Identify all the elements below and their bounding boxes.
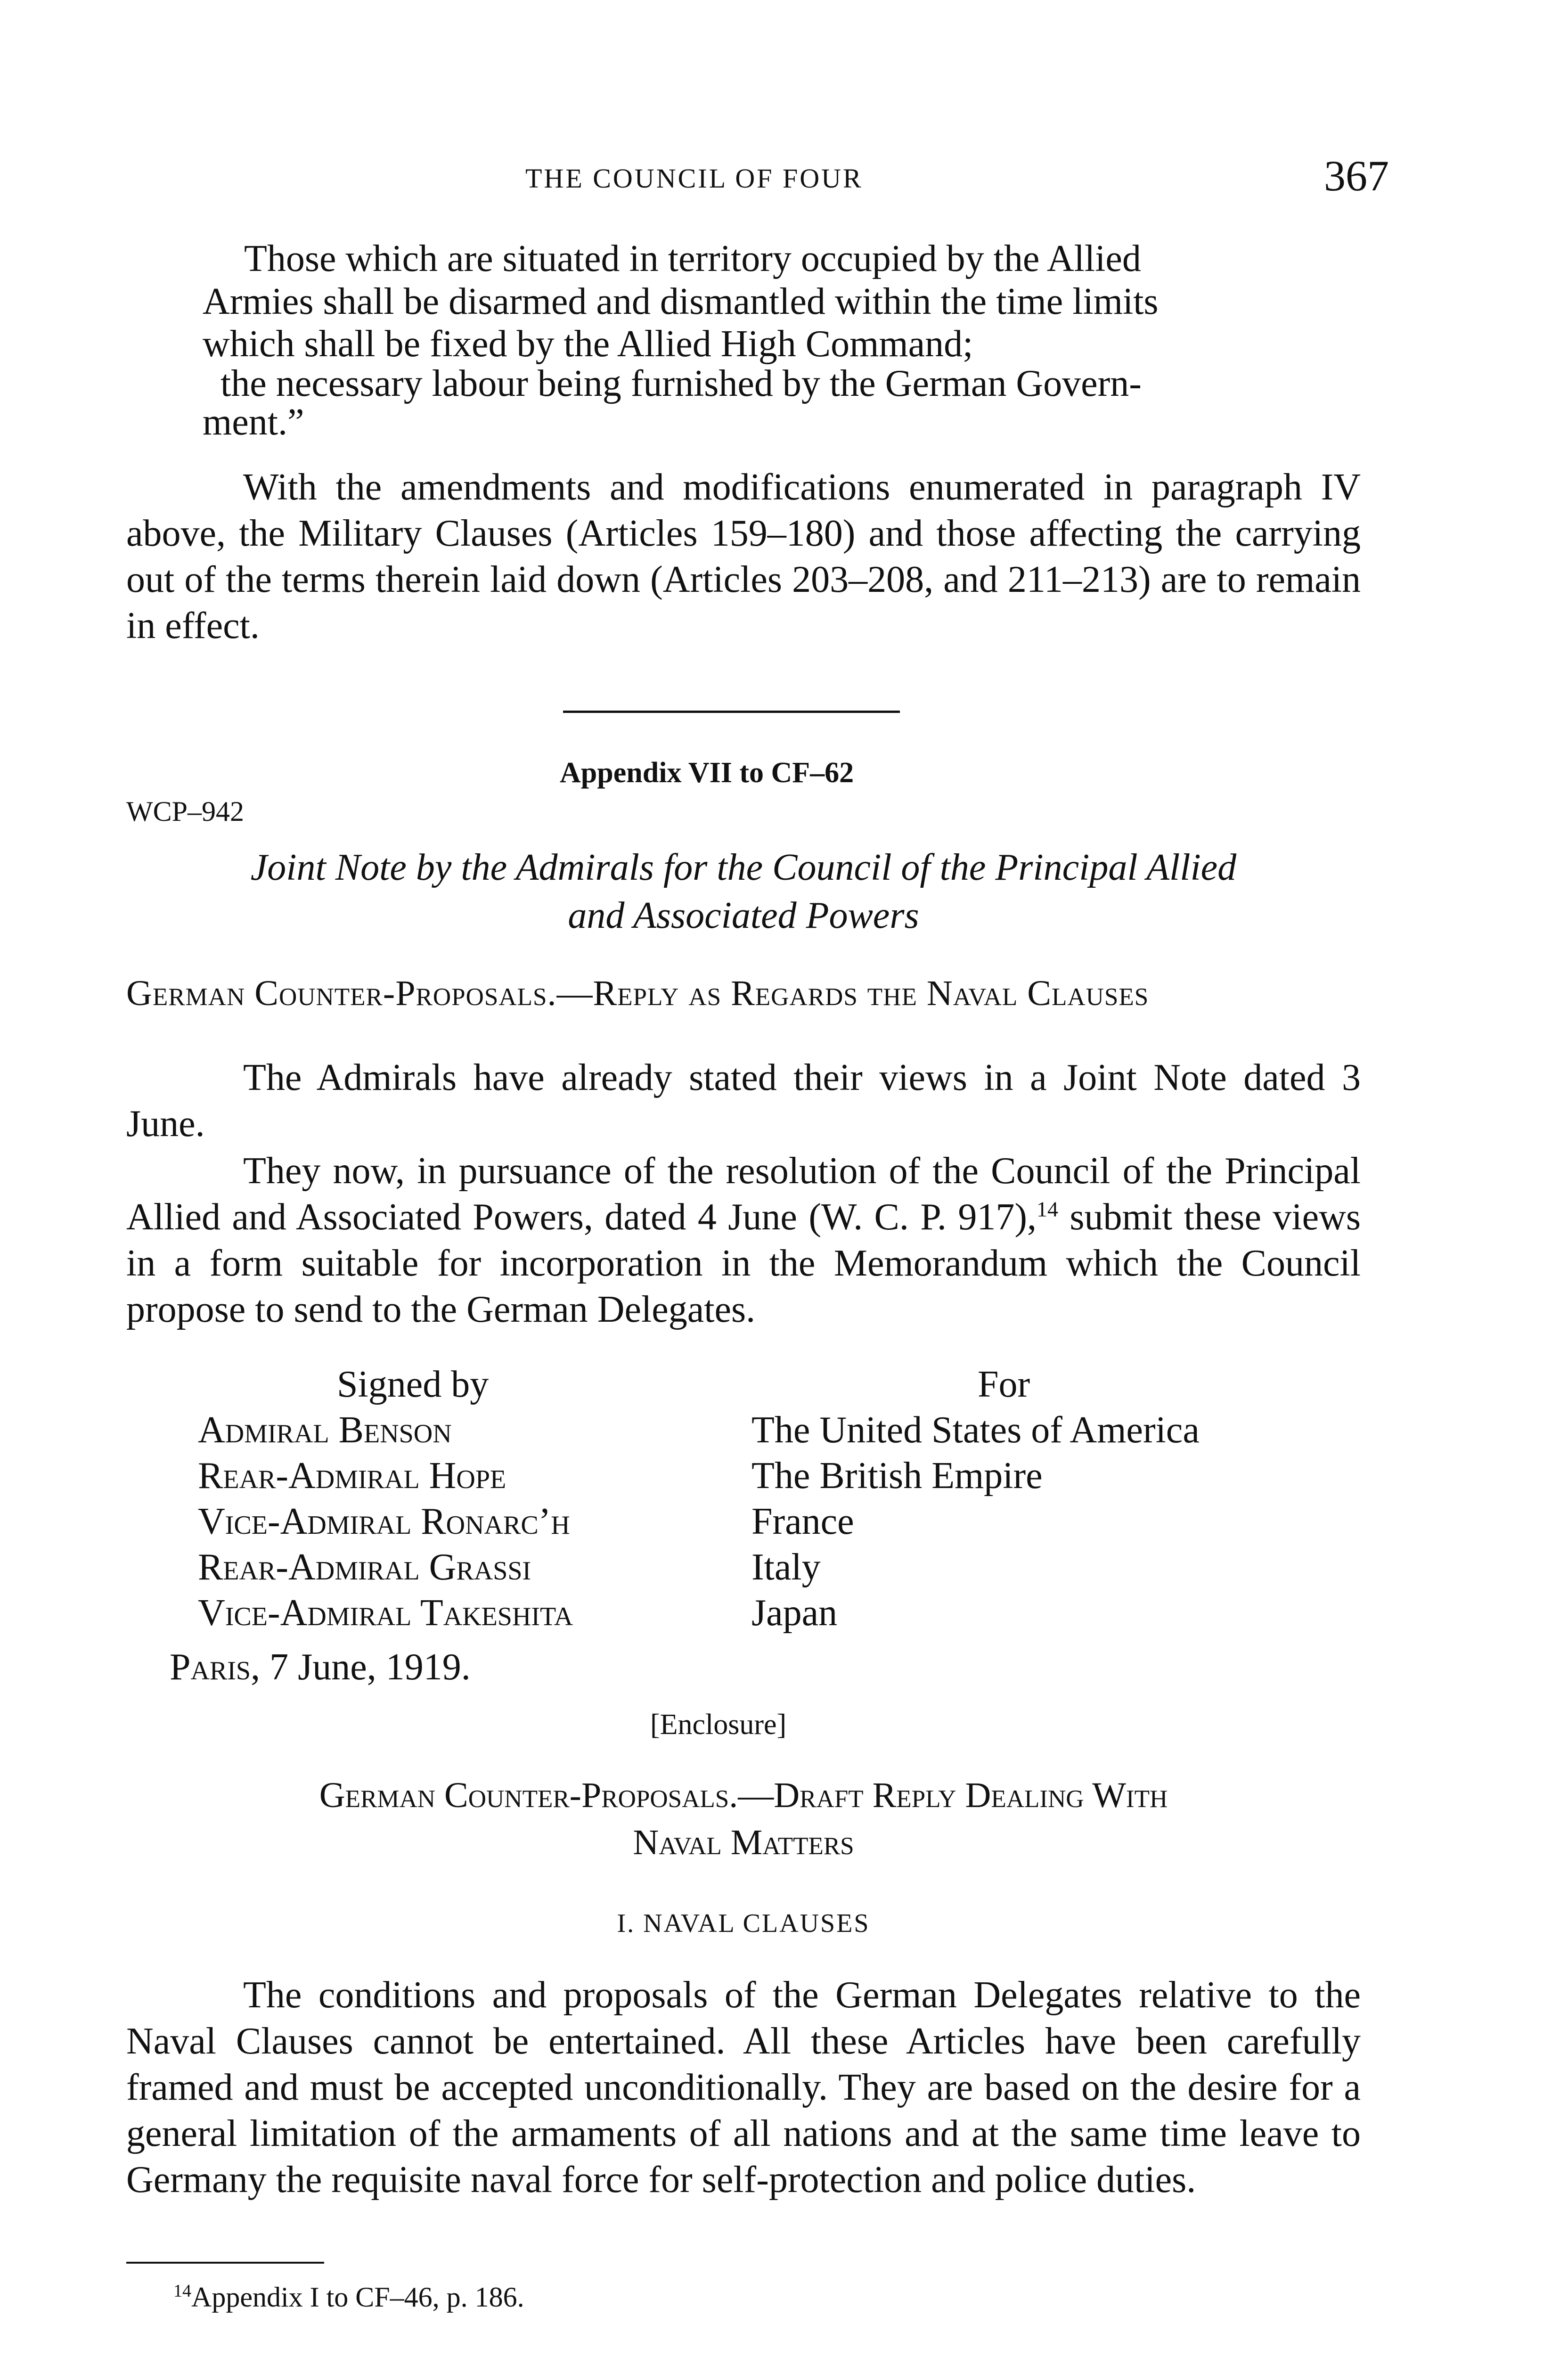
quote-line-2: Armies shall be disarmed and dismantled within the time limits (203, 281, 1159, 322)
signatory-country: Japan (751, 1592, 838, 1634)
signatory-name: Admiral Benson (198, 1409, 452, 1451)
date: 7 June, 1919. (260, 1646, 471, 1688)
signatory-name: Rear-Admiral Hope (198, 1455, 506, 1497)
signatory-country: France (751, 1501, 854, 1542)
quote-line-3: which shall be fixed by the Allied High Command; (203, 323, 973, 365)
submission-text: They now, in pursuance of the resolution of the Council of the Principal Allied and Associated Powers, dated 4 June (W. C. P. 917), (126, 1150, 1361, 1238)
submission-text-continued: submit these views in a form suitable for incorporation in the Memorandum which the Council propose to send to the German Delegates. (126, 1196, 1361, 1330)
appendix-title: Appendix VII to CF–62 (560, 757, 854, 789)
place-and-date (170, 1644, 471, 1690)
signatory-country: The United States of America (751, 1409, 1200, 1451)
quote-line-1: Those which are situated in territory occupied by the Allied (244, 238, 1141, 279)
footnote-mark: 14 (173, 2281, 191, 2301)
running-title: THE COUNCIL OF FOUR (525, 163, 863, 194)
section-divider (563, 711, 900, 713)
signatory-country: The British Empire (751, 1455, 1043, 1497)
note-title-line-2: and Associated Powers (568, 895, 919, 936)
section-heading: I. NAVAL CLAUSES (617, 1909, 870, 1938)
for-label: For (978, 1364, 1030, 1405)
footnote (173, 2281, 524, 2314)
quote-line-4: the necessary labour being furnished by the German Govern- (220, 363, 1142, 404)
document-reference: WCP–942 (126, 796, 245, 827)
enclosure-heading (126, 1772, 1361, 1866)
paragraph-naval-clauses: The conditions and proposals of the German Delegates relative to the Naval Clauses cannot be entertained. All these Articles have been carefully framed and must be accepted unconditionally. They are based on the desire for a general limitation of the armaments of all nations and at the same time leave to Germany the requisite naval force for self-protection and police duties. (126, 1974, 1361, 2201)
signed-by-label: Signed by (337, 1364, 489, 1405)
footnote-reference: 14 (1036, 1197, 1058, 1221)
footnote-text: Appendix I to CF–46, p. 186. (191, 2282, 524, 2313)
signatory-name: Vice-Admiral Ronarc’h (198, 1501, 570, 1542)
enclosure-label: [Enclosure] (650, 1709, 787, 1741)
signatory-name: Rear-Admiral Grassi (198, 1546, 531, 1588)
footnote-divider (126, 2262, 324, 2264)
paragraph-joint-note: The Admirals have already stated their views in a Joint Note dated 3 June. (126, 1057, 1361, 1145)
signatory-country: Italy (751, 1546, 821, 1588)
enclosure-heading-line-1: German Counter-Proposals.—Draft Reply Dealing With (319, 1775, 1168, 1815)
page-number: 367 (1324, 152, 1389, 200)
signatory-name: Vice-Admiral Takeshita (198, 1592, 573, 1634)
enclosure-heading-line-2: Naval Matters (633, 1823, 854, 1862)
note-title (126, 843, 1361, 940)
paragraph-submission (126, 1148, 1361, 1333)
paragraph-military-clauses: With the amendments and modifications enumerated in paragraph IV above, the Military Clauses (Articles 159–180) and those affecting the carrying out of the terms therein laid down (Articles 203–208, and 211–213) are to remain in effect. (126, 466, 1361, 646)
note-title-line-1: Joint Note by the Admirals for the Council of the Principal Allied (250, 847, 1237, 888)
place: Paris, (170, 1646, 261, 1688)
note-subject: German Counter-Proposals.—Reply as Regards the Naval Clauses (126, 973, 1149, 1013)
quote-line-5: ment.” (203, 401, 304, 443)
